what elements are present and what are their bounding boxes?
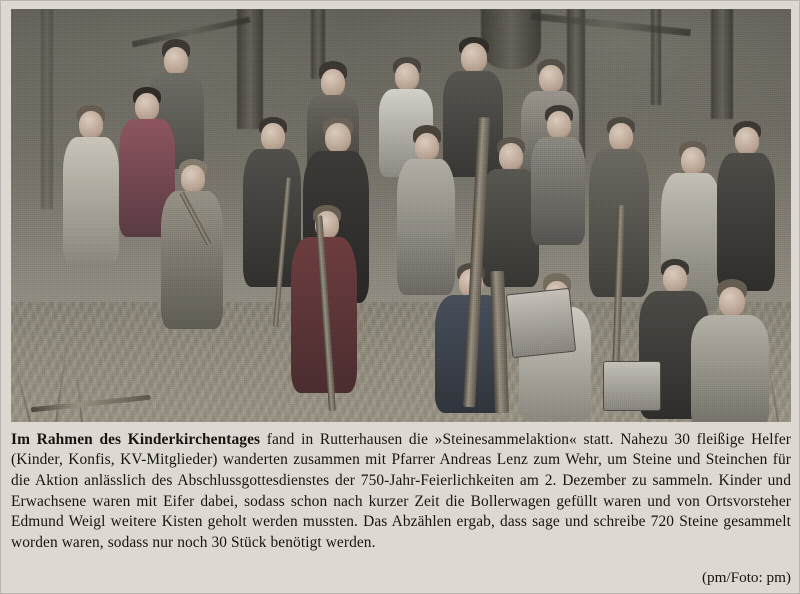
person-child <box>63 105 119 265</box>
photo-caption <box>11 430 791 554</box>
head <box>415 133 439 161</box>
tree-trunk <box>41 9 53 209</box>
person-child <box>161 159 223 329</box>
caption-block <box>11 422 789 587</box>
torso <box>531 137 585 245</box>
photo-credit: (pm/Foto: pm) <box>701 569 791 586</box>
caption-text: fand in Rutterhausen die »Steinesammelaktion« statt. Nahezu 30 fleißige Helfer (Kinder, Konfis, KV-Mitglieder) wanderten zusammen mit Pfarrer Andreas Lenz zum Wehr, um Steine und Steinchen für die Aktion anlässlich des Abschlussgottesdienstes der 750-Jahr-Feierlichkeiten am 2. Dezember zu sammeln. Kinder und Erwachsene waren mit Eifer dabei, sodass schon nach kurzer Zeit die Bollerwagen gefüllt waren und von Ortsvorsteher Edmund Weigl weitere Kisten geholt werden mussten. Das Abzählen ergab, dass sage und schreibe 720 Steine gesammelt worden waren, sodass nur noch 30 Stück benötigt werden. <box>11 430 791 551</box>
head <box>609 123 633 151</box>
tree-trunk <box>651 9 661 105</box>
person-child <box>531 105 585 245</box>
person-child-front <box>691 279 769 422</box>
head <box>539 65 563 93</box>
torso <box>63 137 119 265</box>
head <box>719 287 745 317</box>
head <box>547 111 571 139</box>
tree-trunk <box>237 9 263 129</box>
handcart <box>603 361 661 411</box>
wooden-box <box>506 288 576 358</box>
head <box>261 123 285 151</box>
caption-lead: Im Rahmen des Kinderkirchentages <box>11 430 261 448</box>
head <box>164 47 188 75</box>
head <box>181 165 205 193</box>
head <box>79 111 103 139</box>
head <box>681 147 705 175</box>
person-child <box>717 121 775 291</box>
group-photo <box>11 9 791 422</box>
head <box>395 63 419 91</box>
head <box>325 123 351 153</box>
tree-trunk <box>711 9 733 119</box>
head <box>135 93 159 121</box>
torso <box>691 315 769 422</box>
head <box>663 265 687 293</box>
torso <box>717 153 775 291</box>
head <box>321 69 345 97</box>
head <box>499 143 523 171</box>
head <box>735 127 759 155</box>
head <box>461 43 487 73</box>
